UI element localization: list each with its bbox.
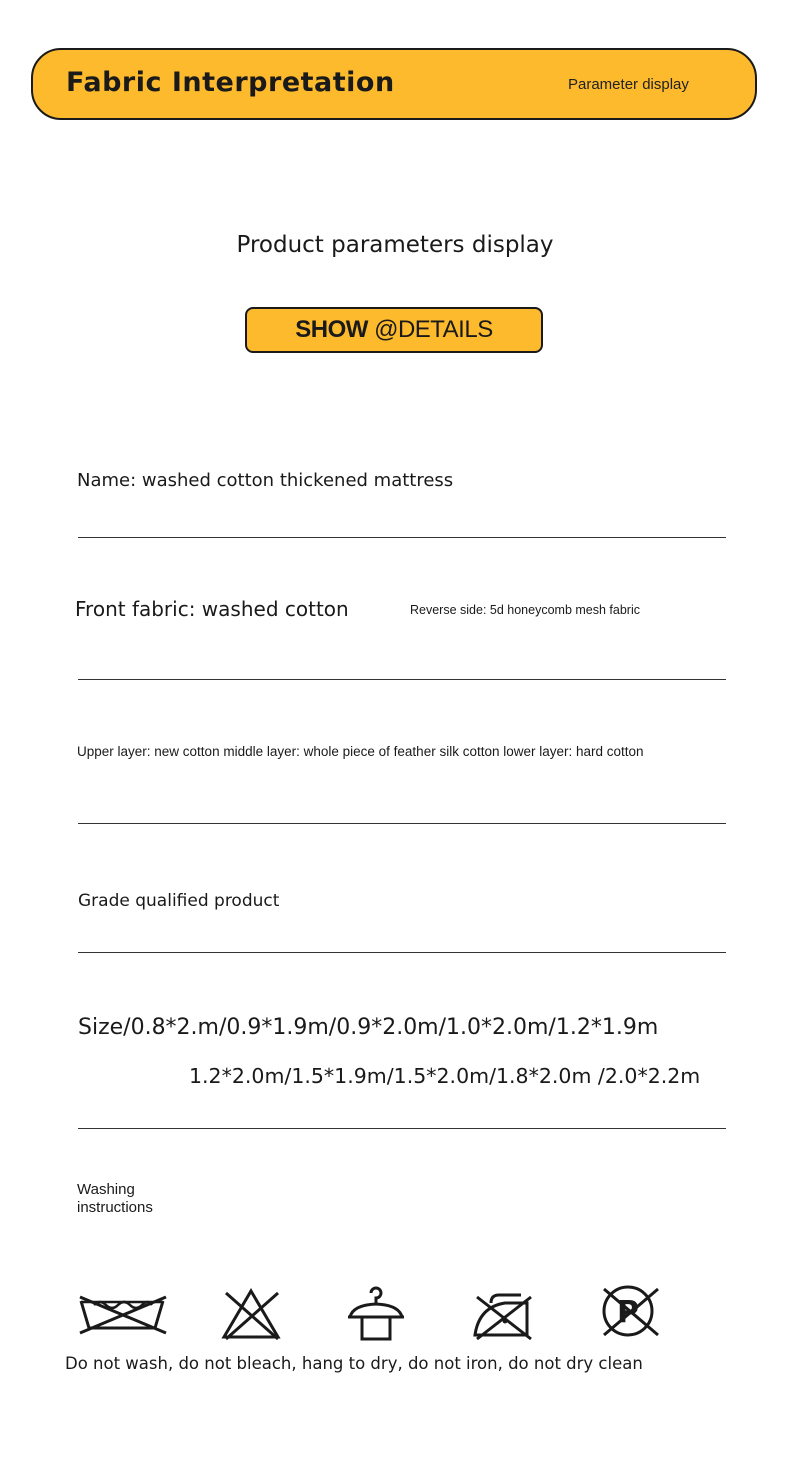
svg-text:P: P xyxy=(617,1295,639,1330)
param-reverse-side: Reverse side: 5d honeycomb mesh fabric xyxy=(410,603,640,617)
param-name: Name: washed cotton thickened mattress xyxy=(77,470,454,491)
divider xyxy=(78,952,726,953)
param-front-fabric: Front fabric: washed cotton xyxy=(75,597,349,621)
divider xyxy=(78,1128,726,1129)
show-details-rest: @DETAILS xyxy=(374,316,493,343)
param-size-line2: 1.2*2.0m/1.5*1.9m/1.5*2.0m/1.8*2.0m /2.0*2.2m xyxy=(189,1064,701,1088)
washing-caption: Do not wash, do not bleach, hang to dry, do not iron, do not dry clean xyxy=(65,1354,643,1373)
do-not-wash-icon xyxy=(78,1283,168,1343)
show-details-button[interactable] xyxy=(245,307,543,353)
section-heading: Product parameters display xyxy=(236,232,554,258)
show-details-bold: SHOW xyxy=(295,316,375,343)
washing-label-line1: Washing xyxy=(77,1181,135,1198)
header-banner xyxy=(31,48,757,120)
param-layers: Upper layer: new cotton middle layer: whole piece of feather silk cotton lower layer: hard cotton xyxy=(77,744,644,759)
washing-label xyxy=(77,1181,153,1217)
do-not-iron-icon xyxy=(471,1283,561,1343)
hang-to-dry-icon xyxy=(345,1283,435,1343)
param-grade: Grade qualified product xyxy=(78,891,280,911)
divider xyxy=(78,679,726,680)
banner-title: Fabric Interpretation xyxy=(66,67,395,98)
do-not-dry-clean-icon xyxy=(600,1283,690,1343)
do-not-bleach-icon xyxy=(220,1283,310,1343)
washing-label-line2: instructions xyxy=(77,1199,153,1216)
divider xyxy=(78,537,726,538)
param-size-line1: Size/0.8*2.m/0.9*1.9m/0.9*2.0m/1.0*2.0m/1.2*1.9m xyxy=(78,1015,659,1040)
divider xyxy=(78,823,726,824)
banner-subtitle: Parameter display xyxy=(568,76,689,93)
